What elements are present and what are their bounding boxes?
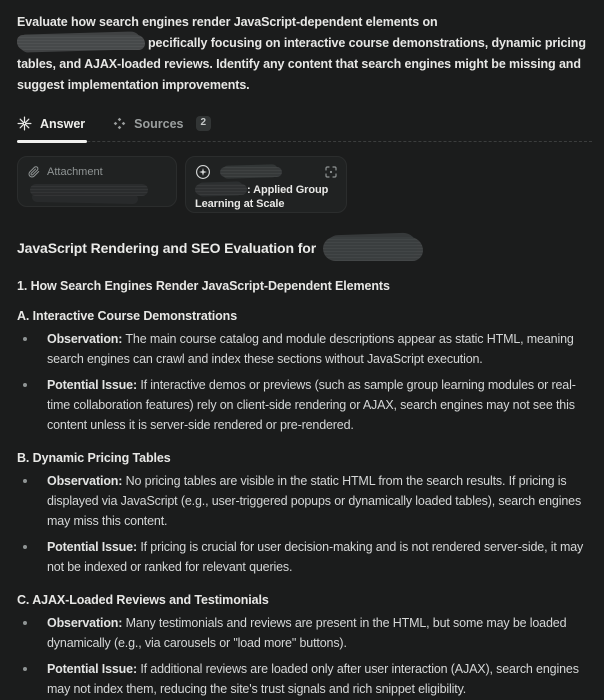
redacted-company-name — [323, 237, 423, 261]
sources-count-badge: 2 — [196, 116, 212, 131]
source-card[interactable] — [185, 156, 347, 213]
attachment-card[interactable] — [17, 156, 177, 207]
diamond-dots-icon — [113, 117, 126, 130]
tab-sources[interactable] — [113, 116, 211, 131]
subsection-heading-b: B. Dynamic Pricing Tables — [17, 451, 171, 465]
bullet-text: If additional reviews are loaded only after user interaction (AJAX), search engines may not index them, reducing the site's trust signals and rich snippet eligibility. — [47, 662, 579, 696]
user-question — [17, 12, 592, 96]
source-card-header — [195, 164, 337, 180]
bullet-item — [17, 537, 592, 577]
bullet-label: Observation: — [47, 332, 123, 346]
redacted-source-name — [220, 167, 282, 177]
bullet-list-b — [17, 471, 592, 577]
bullet-item — [17, 329, 592, 369]
redacted-attachment-preview — [30, 184, 148, 196]
bullet-text: If interactive demos or previews (such as sample group learning modules or real-time collaboration features) rely on client-side rendering or AJAX, search engines may not see this content unless it is server-side rendered or pre-rendered. — [47, 378, 576, 432]
source-title-text: : Applied Group Learning at Scale — [195, 184, 329, 210]
tab-sources-label: Sources — [134, 116, 184, 131]
section-heading-1: 1. How Search Engines Render JavaScript-Dependent Elements — [17, 279, 390, 293]
bullet-text: If pricing is crucial for user decision-making and is not rendered server-side, it may not be indexed or ranked for relevant queries. — [47, 540, 584, 574]
tab-answer[interactable] — [17, 116, 85, 131]
source-title — [195, 184, 337, 211]
bullet-label: Potential Issue: — [47, 378, 137, 392]
circled-star-icon — [195, 164, 211, 180]
bullet-item — [17, 659, 592, 699]
bullet-list-a — [17, 329, 592, 435]
bullet-item — [17, 375, 592, 435]
redacted-site-name — [17, 35, 145, 50]
redacted-source-title-prefix — [195, 184, 247, 195]
bullet-item — [17, 471, 592, 531]
attachment-label: Attachment — [47, 166, 103, 178]
answer-title-text: JavaScript Rendering and SEO Evaluation for — [17, 240, 317, 256]
bullet-item — [17, 613, 592, 653]
bullet-label: Potential Issue: — [47, 540, 137, 554]
bullet-label: Observation: — [47, 616, 123, 630]
question-text-rest: pecifically focusing on interactive course demonstrations, dynamic pricing tables, and AJAX-loaded reviews. Identify any content that search engines might be missing and suggest implementation improvements. — [17, 36, 586, 92]
bullet-label: Observation: — [47, 474, 123, 488]
expand-icon[interactable] — [325, 166, 337, 178]
attachment-card-header — [28, 166, 166, 178]
bullet-text: The main course catalog and module descriptions appear as static HTML, meaning search engines can crawl and index these sections without JavaScript execution. — [47, 332, 574, 366]
tab-bar — [17, 116, 592, 142]
bullet-label: Potential Issue: — [47, 662, 137, 676]
tab-answer-label: Answer — [40, 116, 86, 131]
bullet-text: No pricing tables are visible in the static HTML from the search results. If pricing is displayed via JavaScript (e.g., user-triggered popups or dynamically loaded tables), search engines may miss this content. — [47, 474, 582, 528]
attachment-row — [17, 156, 592, 213]
subsection-heading-c: C. AJAX-Loaded Reviews and Testimonials — [17, 593, 269, 607]
bullet-list-c — [17, 613, 592, 699]
active-tab-indicator — [17, 140, 87, 143]
answer-title — [17, 237, 592, 261]
question-text-line1: Evaluate how search engines render JavaScript-dependent elements on — [17, 15, 438, 29]
subsection-heading-a: A. Interactive Course Demonstrations — [17, 309, 238, 323]
bullet-text: Many testimonials and reviews are present in the HTML, but some may be loaded dynamically (e.g., via carousels or "load more" buttons). — [47, 616, 567, 650]
sparkle-logo-icon — [17, 116, 32, 131]
paperclip-icon — [28, 166, 40, 178]
